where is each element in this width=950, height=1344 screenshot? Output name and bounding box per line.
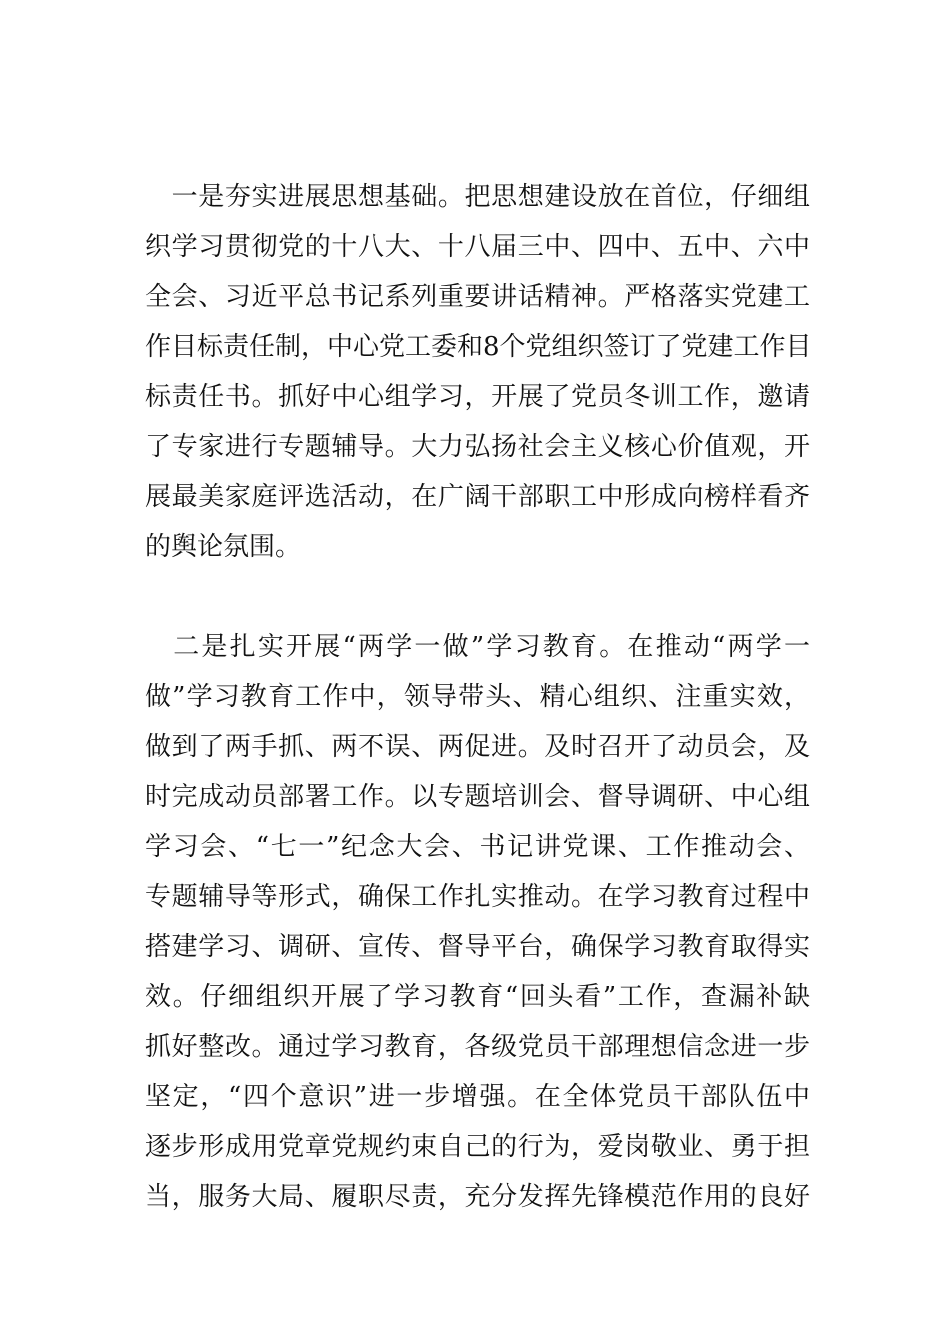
text-line: 时完成动员部署工作。以专题培训会、督导调研、中心组	[145, 782, 810, 812]
paragraph-study-education	[145, 622, 810, 1222]
text-line: 效。仔细组织开展了学习教育“回头看”工作，查漏补缺	[145, 982, 810, 1012]
text-line: 坚定，“四个意识”进一步增强。在全体党员干部队伍中	[145, 1082, 810, 1112]
text-line: 全会、习近平总书记系列重要讲话精神。严格落实党建工	[145, 282, 810, 312]
text-line: 了专家进行专题辅导。大力弘扬社会主义核心价值观，开	[145, 432, 810, 462]
text-line: 作目标责任制，中心党工委和8个党组织签订了党建工作目	[145, 332, 812, 362]
text-line: 学习会、“七一”纪念大会、书记讲党课、工作推动会、	[145, 832, 810, 862]
text-line: 抓好整改。通过学习教育，各级党员干部理想信念进一步	[145, 1032, 810, 1062]
text-line: 逐步形成用党章党规约束自己的行为，爱岗敬业、勇于担	[145, 1132, 810, 1162]
text-line: 标责任书。抓好中心组学习，开展了党员冬训工作，邀请	[145, 382, 810, 412]
text-line: 当，服务大局、履职尽责，充分发挥先锋模范作用的良好	[145, 1182, 810, 1212]
text-line: 一是夯实进展思想基础。把思想建设放在首位，仔细组	[145, 182, 810, 212]
text-line: 做到了两手抓、两不误、两促进。及时召开了动员会，及	[145, 732, 810, 762]
text-line: 展最美家庭评选活动，在广阔干部职工中形成向榜样看齐	[145, 482, 810, 512]
text-line: 二是扎实开展“两学一做”学习教育。在推动“两学一	[145, 632, 810, 662]
text-line: 搭建学习、调研、宣传、督导平台，确保学习教育取得实	[145, 932, 810, 962]
text-line: 专题辅导等形式，确保工作扎实推动。在学习教育过程中	[145, 882, 810, 912]
paragraph-ideological-foundation	[145, 172, 810, 572]
text-line: 做”学习教育工作中，领导带头、精心组织、注重实效，	[145, 682, 810, 712]
text-line: 织学习贯彻党的十八大、十八届三中、四中、五中、六中	[145, 232, 810, 262]
text-line: 的舆论氛围。	[145, 532, 302, 562]
